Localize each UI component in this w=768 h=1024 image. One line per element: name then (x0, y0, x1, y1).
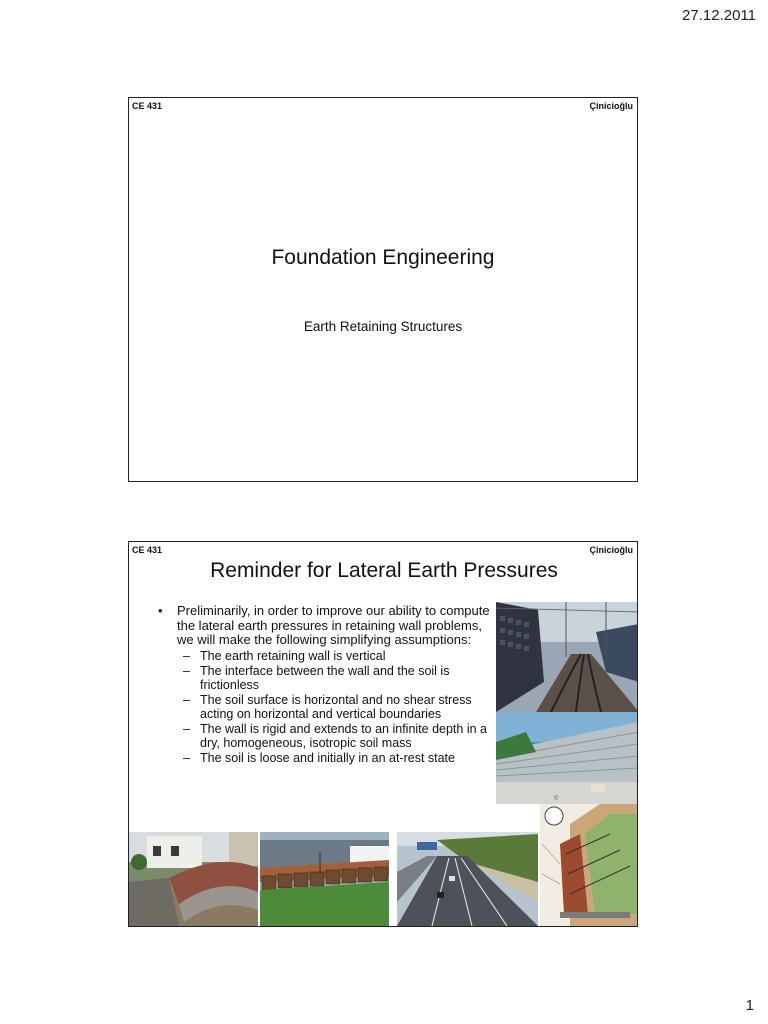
dash-icon: – (183, 750, 190, 765)
garden-wall-photo (129, 832, 258, 926)
bullet-item (147, 604, 492, 648)
slide-course-label: CE 431 (132, 545, 163, 555)
slide-author-label: Çinicioğlu (589, 545, 633, 555)
railway-wall-photo (496, 602, 638, 712)
sub-bullet-list (147, 649, 492, 765)
dash-icon: – (183, 721, 190, 736)
slide-subtitle: Earth Retaining Structures (303, 319, 463, 334)
page-date: 27.12.2011 (682, 7, 756, 24)
sub-bullet-item (147, 693, 492, 721)
dash-icon: – (183, 648, 190, 663)
sub-bullet-text: The wall is rigid and extends to an infinite depth in a dry, homogeneous, isotropic soil mass (200, 721, 487, 750)
sub-bullet-item (147, 751, 492, 765)
svg-text:©: © (554, 796, 559, 802)
highway-wall-photo (397, 832, 538, 926)
retaining-wall-diagram (540, 804, 638, 926)
bullet-dot-icon: • (158, 603, 163, 618)
sub-bullet-item (147, 649, 492, 663)
terraced-wall-photo (496, 712, 638, 804)
slide-course-label: CE 431 (132, 101, 163, 111)
slide-author-label: Çinicioğlu (589, 101, 633, 111)
sub-bullet-text: The earth retaining wall is vertical (200, 648, 386, 663)
bullet-list (147, 604, 492, 766)
slide-title: Reminder for Lateral Earth Pressures (210, 559, 558, 582)
timber-wall-photo (260, 832, 389, 926)
sub-bullet-text: The interface between the wall and the soil is frictionless (200, 663, 450, 692)
sub-bullet-text: The soil is loose and initially in an at-rest state (200, 750, 455, 765)
sub-bullet-item (147, 722, 492, 750)
dash-icon: – (183, 663, 190, 678)
sub-bullet-text: The soil surface is horizontal and no shear stress acting on horizontal and vertical boundaries (200, 692, 472, 721)
sub-bullet-item (147, 664, 492, 692)
slide-main-title: Foundation Engineering (271, 246, 495, 269)
slide-title (128, 97, 638, 482)
dash-icon: – (183, 692, 190, 707)
page-number: 1 (745, 997, 754, 1014)
bullet-text: Preliminarily, in order to improve our ability to compute the lateral earth pressures in retaining wall problems, we will make the following simplifying assumptions: (177, 603, 490, 647)
slide-lateral-earth-pressures (128, 541, 638, 927)
